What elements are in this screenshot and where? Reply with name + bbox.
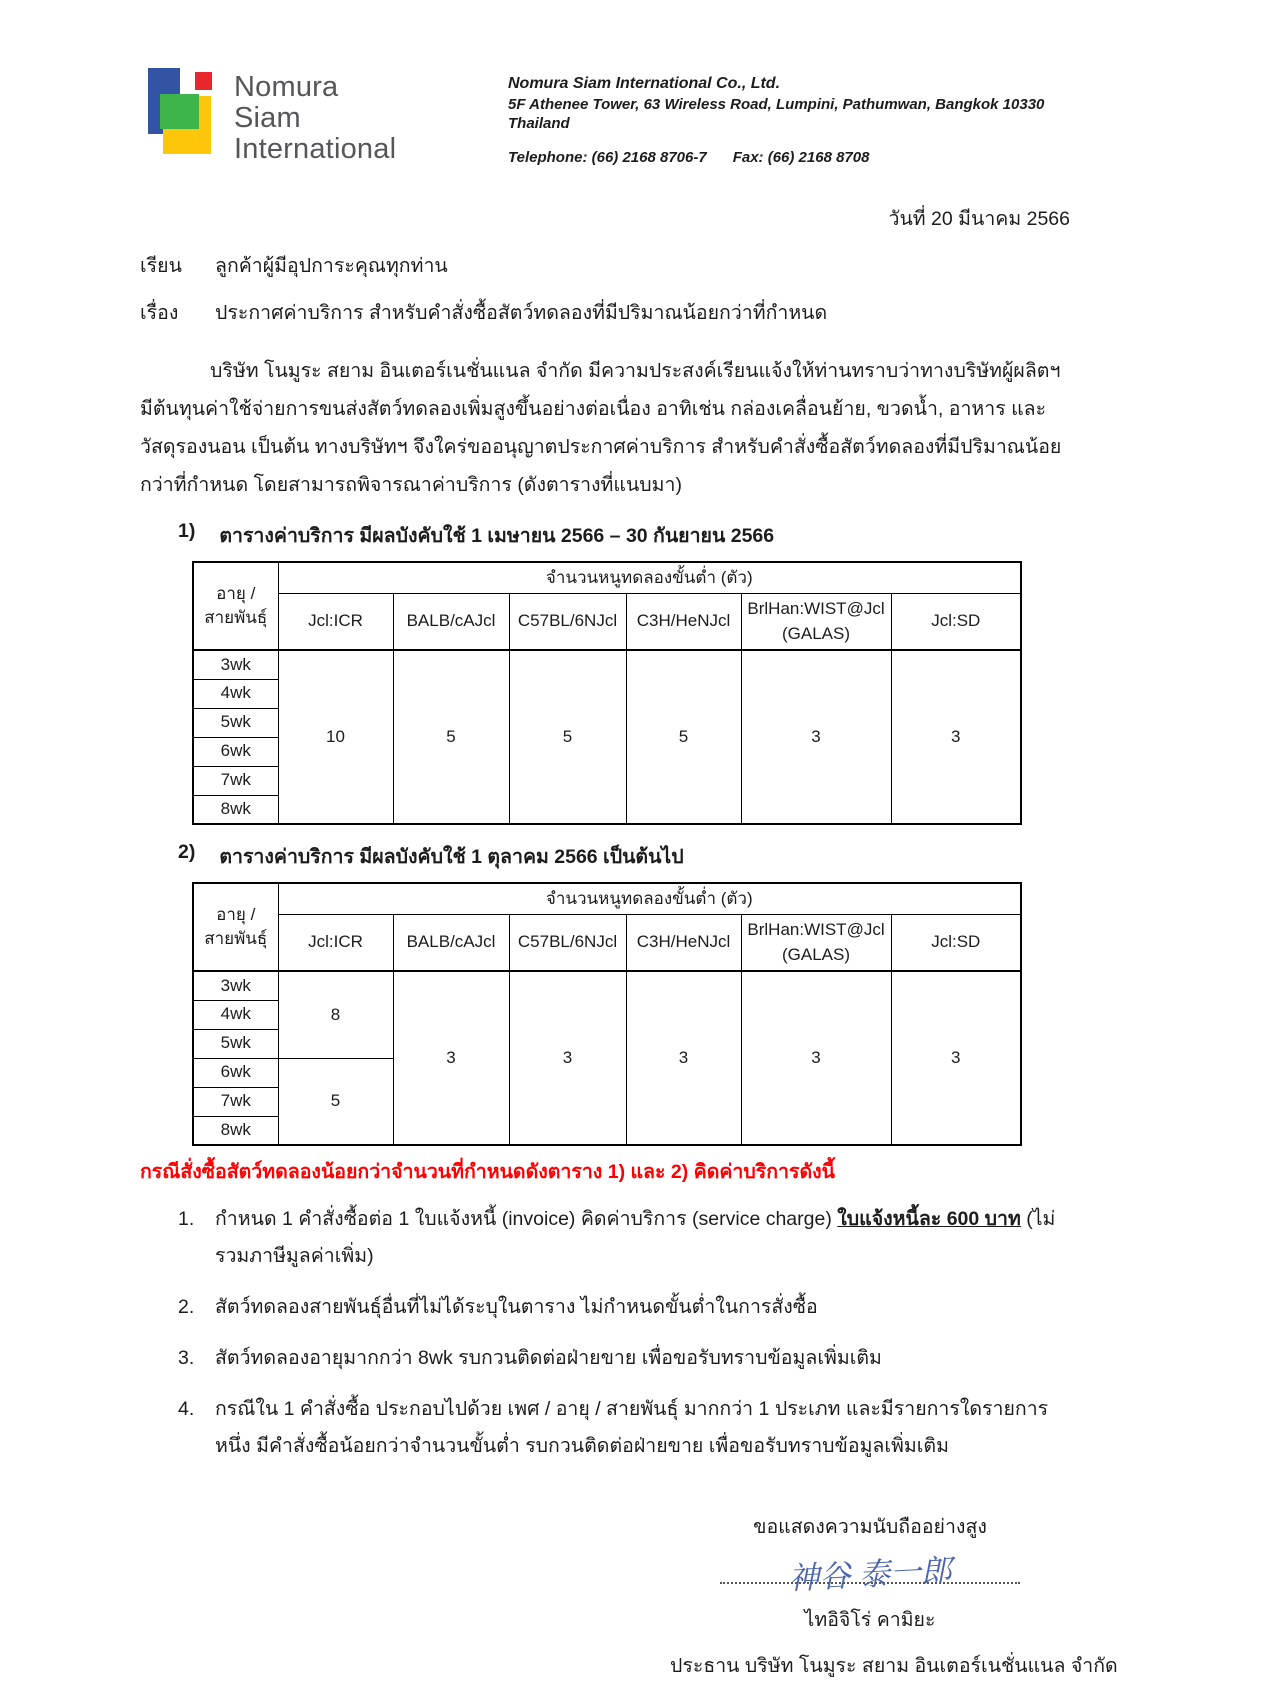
list-item-number: 3. [178,1347,195,1370]
min-qty-cell: 3 [509,971,626,1145]
min-qty-cell: 10 [278,650,393,824]
signature-line [720,1544,1020,1597]
age-cell: 7wk [193,766,278,795]
min-quantity-header: จำนวนหนูทดลองขั้นต่ำ (ตัว) [278,562,1021,593]
min-qty-cell: 3 [741,971,891,1145]
service-charge-amount: ใบแจ้งหนี้ละ 600 บาท [837,1208,1021,1231]
handwritten-signature: 神谷 泰一郎 [787,1553,953,1597]
age-cell: 6wk [193,737,278,766]
service-charge-notice: กรณีสั่งซื้อสัตว์ทดลองน้อยกว่าจำนวนที่กำหนดดังตาราง 1) และ 2) คิดค่าบริการดังนี้ [140,1161,835,1184]
logo-line: Nomura [234,71,339,103]
table-row [193,971,1021,1000]
min-qty-cell: 8 [278,971,393,1058]
company-fax: Fax: (66) 2168 8708 [732,148,870,166]
age-strain-header: อายุ / สายพันธุ์ [193,562,278,650]
min-qty-cell: 3 [393,971,509,1145]
logo-line: Siam [234,102,301,135]
strain-header: C3H/HeNJcl [626,593,741,650]
body-paragraph: บริษัท โนมูระ สยาม อินเตอร์เนชั่นแนล จำกัด มีความประสงค์เรียนแจ้งให้ท่านทราบว่าทางบริษัทผู้ผลิตฯ มีต้นทุนค่าใช้จ่ายการขนส่งสัตว์ทดลองเพิ่มสูงขึ้นอย่างต่อเนื่อง อาทิเช่น กล่องเคลื่อนย้าย, ขวดน้ำ, อาหาร และ วัสดุรองนอน เป็นต้น ทางบริษัทฯ จึงใคร่ขออนุญาตประกาศค่าบริการ สำหรับคำสั่งซื้อสัตว์ทดลองที่มีปริมาณน้อยกว่าที่กำหนด โดยสามารถพิจารณาค่าบริการ (ดังตารางที่แนบมา) [140,360,1062,497]
min-qty-cell: 3 [891,650,1021,824]
company-address-line2: Thailand [508,115,570,133]
subject-value: ประกาศค่าบริการ สำหรับคำสั่งซื้อสัตว์ทดลองที่มีปริมาณน้อยกว่าที่กำหนด [215,302,828,325]
table-row [193,650,1021,679]
min-qty-cell: 5 [509,650,626,824]
letterhead [140,68,1070,167]
list-item-text: กรณีใน 1 คำสั่งซื้อ ประกอบไปด้วย เพศ / อายุ / สายพันธุ์ มากกว่า 1 ประเภท และมีรายการใดรายการหนึ่ง มีคำสั่งซื้อน้อยกว่าจำนวนขั้นต่ำ รบกวนติดต่อฝ่ายขาย เพื่อขอรับทราบข้อมูลเพิ่มเติม [215,1398,1049,1458]
table-2-title-text: ตารางค่าบริการ มีผลบังคับใช้ 1 ตุลาคม 2566 เป็นต้นไป [219,846,684,869]
age-cell: 6wk [193,1058,278,1087]
list-item [140,1201,1070,1275]
rate-table-2 [192,882,1022,1146]
company-telephone: Telephone: (66) 2168 8706-7 [508,148,707,166]
closing-phrase: ขอแสดงความนับถืออย่างสูง [753,1516,987,1539]
age-cell: 4wk [193,679,278,708]
logo-wordmark [234,72,396,165]
letter-date: วันที่ 20 มีนาคม 2566 [888,208,1070,231]
age-cell: 3wk [193,650,278,679]
list-item-text: กำหนด 1 คำสั่งซื้อต่อ 1 ใบแจ้งหนี้ (invoice) คิดค่าบริการ (service charge) ใบแจ้งหนี้ละ 600 บาท (ไม่รวมภาษีมูลค่าเพิ่ม) [215,1208,1056,1268]
strain-header: C3H/HeNJcl [626,914,741,971]
list-item [140,1289,1070,1326]
strain-header: Jcl:ICR [278,593,393,650]
min-qty-cell: 5 [393,650,509,824]
list-item [140,1340,1070,1377]
logo-square-green [160,94,199,129]
signature-block [670,1511,1118,1681]
age-cell: 5wk [193,708,278,737]
strain-header: BALB/cAJcl [393,593,509,650]
table-1-title-text: ตารางค่าบริการ มีผลบังคับใช้ 1 เมษายน 2566 – 30 กันยายน 2566 [219,525,775,548]
age-cell: 8wk [193,795,278,824]
signer-name: ไทอิจิโร่ คามิยะ [804,1609,936,1632]
min-qty-cell: 3 [891,971,1021,1145]
min-qty-cell: 5 [626,650,741,824]
rate-table-1 [192,561,1022,825]
list-item-number: 4. [178,1398,195,1421]
min-qty-cell: 3 [626,971,741,1145]
company-address-line1: 5F Athenee Tower, 63 Wireless Road, Lumpini, Pathumwan, Bangkok 10330 [508,95,1045,113]
strain-header: BrlHan:WIST@Jcl (GALAS) [741,914,891,971]
company-contact [508,148,1044,168]
signer-title: ประธาน บริษัท โนมูระ สยาม อินเตอร์เนชั่นแนล จำกัด [670,1655,1118,1678]
company-logo [148,68,508,165]
age-cell: 7wk [193,1087,278,1116]
logo-squares-icon [148,68,214,162]
field-to [140,251,1070,281]
company-info [508,74,1044,167]
list-item-number: 1. [178,1208,195,1231]
age-cell: 5wk [193,1029,278,1058]
age-cell: 4wk [193,1000,278,1029]
strain-header: BALB/cAJcl [393,914,509,971]
table-2-title [178,841,1070,872]
age-cell: 8wk [193,1116,278,1145]
strain-header: C57BL/6NJcl [509,593,626,650]
strain-header: C57BL/6NJcl [509,914,626,971]
logo-line: International [234,133,397,166]
company-name: Nomura Siam International Co., Ltd. [508,75,781,92]
list-item-number: 2. [178,1296,195,1319]
to-label: เรียน [140,255,182,278]
list-item-text: สัตว์ทดลองสายพันธุ์อื่นที่ไม่ได้ระบุในตาราง ไม่กำหนดขั้นต่ำในการสั่งซื้อ [215,1296,818,1319]
min-quantity-header: จำนวนหนูทดลองขั้นต่ำ (ตัว) [278,883,1021,914]
age-strain-header: อายุ / สายพันธุ์ [193,883,278,971]
logo-square-red [195,72,212,90]
min-qty-cell: 5 [278,1058,393,1145]
age-cell: 3wk [193,971,278,1000]
subject-label: เรื่อง [140,302,179,325]
table-2-number: 2) [178,841,196,864]
conditions-list [140,1201,1070,1465]
list-item-text: สัตว์ทดลองอายุมากกว่า 8wk รบกวนติดต่อฝ่ายขาย เพื่อขอรับทราบข้อมูลเพิ่มเติม [215,1347,882,1370]
field-subject [140,298,1070,328]
strain-header: BrlHan:WIST@Jcl (GALAS) [741,593,891,650]
table-1-number: 1) [178,520,196,543]
to-value: ลูกค้าผู้มีอุปการะคุณทุกท่าน [215,255,448,278]
strain-header: Jcl:SD [891,914,1021,971]
table-1-title [178,520,1070,551]
min-qty-cell: 3 [741,650,891,824]
strain-header: Jcl:SD [891,593,1021,650]
list-item [140,1391,1070,1465]
strain-header: Jcl:ICR [278,914,393,971]
